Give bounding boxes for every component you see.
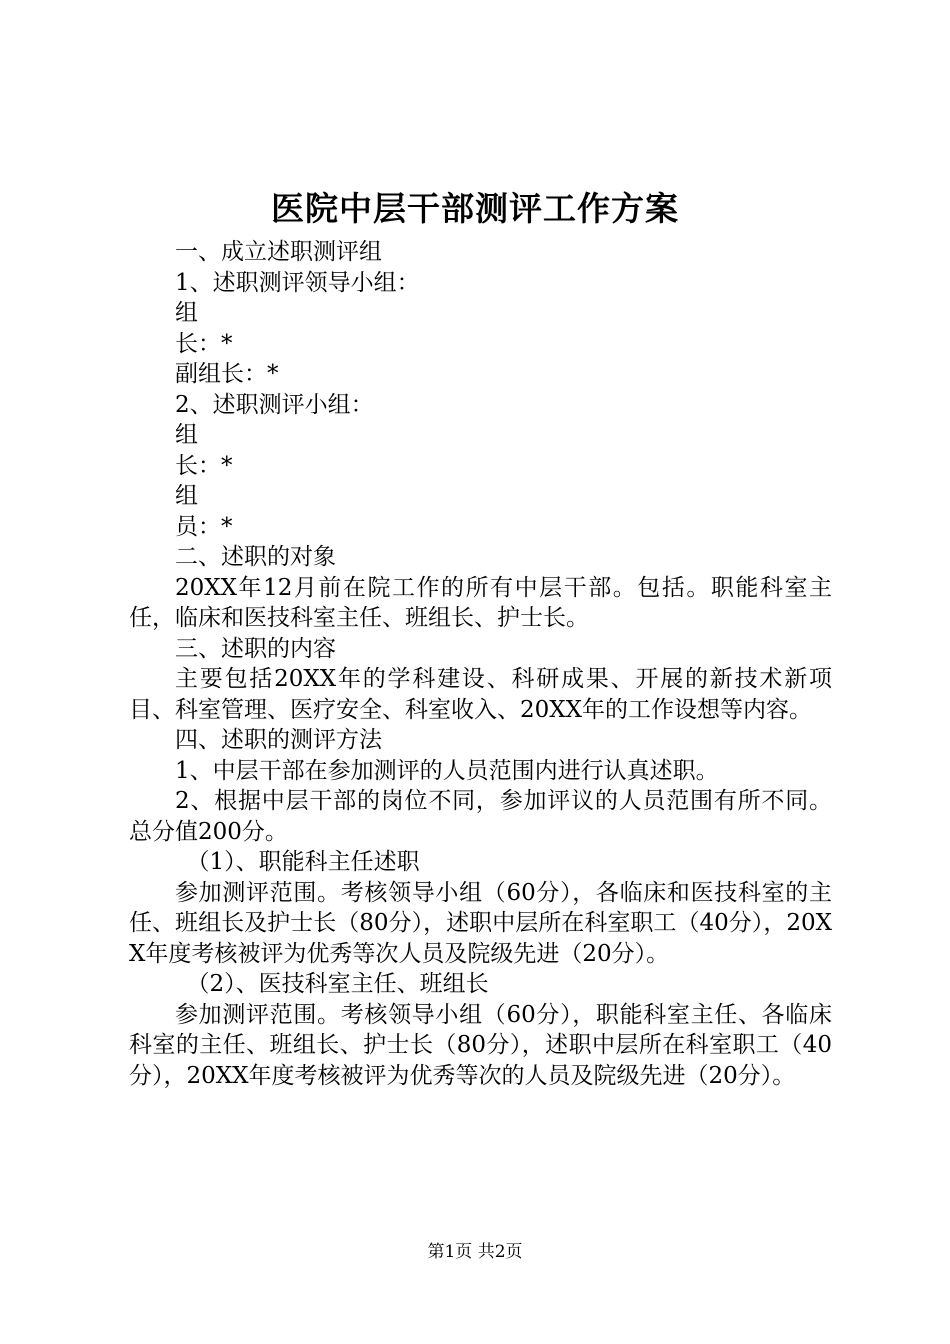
- paragraph: 1、中层干部在参加测评的人员范围内进行认真述职。: [175, 757, 719, 784]
- paragraph: 20XX年12月前在院工作的所有中层干部。包括。职能科室主任，临床和医技科室主任、班组长、护士长。: [129, 574, 832, 631]
- paragraph: 参加测评范围。考核领导小组（60分），职能科室主任、各临床科室的主任、班组长、护士长（80分），述职中层所在科室职工（40分），20XX年度考核被评为优秀等次的人员及院级先进（20分）。: [129, 1001, 832, 1089]
- paragraph: 参加测评范围。考核领导小组（60分），各临床和医技科室的主任、班组长及护士长（80分），述职中层所在科室职工（40分），20XX年度考核被评为优秀等次人员及院级先进（20分）。: [129, 879, 832, 967]
- paragraph: 组: [175, 483, 198, 509]
- paragraph: （2）、医技科室主任、班组长: [186, 971, 489, 997]
- paragraph: 主要包括20XX年的学科建设、科研成果、开展的新技术新项目、科室管理、医疗安全、科室收入、20XX年的工作设想等内容。: [129, 666, 832, 723]
- paragraph: 1、述职测评领导小组：: [175, 269, 420, 296]
- paragraph: 三、述职的内容: [175, 635, 336, 662]
- paragraph: 2、根据中层干部的岗位不同，参加评议的人员范围有所不同。总分值200分。: [129, 788, 832, 845]
- document-title: 医院中层干部测评工作方案: [271, 189, 679, 228]
- paragraph: 员：*: [175, 513, 233, 540]
- document-body: [129, 237, 832, 1091]
- paragraph: 2、述职测评小组：: [175, 391, 374, 418]
- paragraph: 二、述职的对象: [175, 544, 336, 570]
- page-footer: 第1页 共2页: [427, 1242, 523, 1262]
- paragraph: 长：*: [175, 452, 233, 479]
- paragraph: （1）、职能科主任述职: [186, 849, 420, 875]
- paragraph: 组: [175, 300, 198, 326]
- paragraph: 四、述职的测评方法: [175, 727, 382, 753]
- paragraph: 副组长：*: [175, 361, 279, 387]
- paragraph: 一、成立述职测评组: [175, 239, 382, 265]
- paragraph: 长：*: [175, 330, 233, 357]
- paragraph: 组: [175, 422, 198, 448]
